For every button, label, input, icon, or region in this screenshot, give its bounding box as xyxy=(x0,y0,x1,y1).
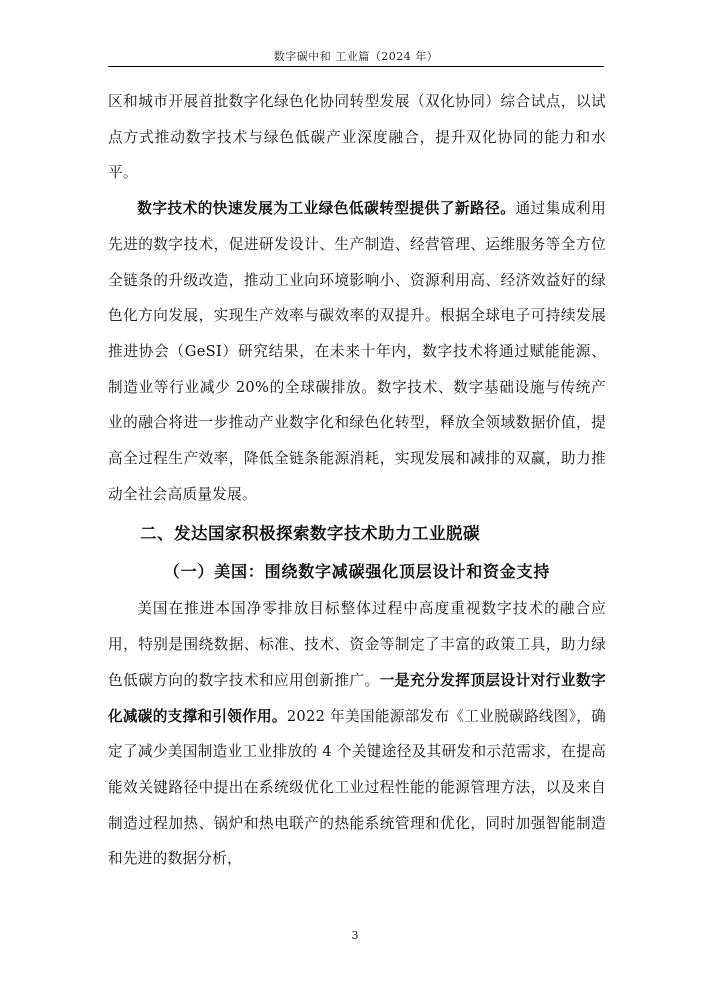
paragraph-lead-sentence: 数字技术的快速发展为工业绿色低碳转型提供了新路径。 xyxy=(137,200,516,218)
subsection-heading: （一）美国：围绕数字减碳强化顶层设计和资金支持 xyxy=(163,562,551,582)
header-rule xyxy=(108,66,604,67)
paragraph-body: 通过集成利用先进的数字技术，促进研发设计、生产制造、经营管理、运维服务等全方位全链条的升级改造，推动工业向环境影响小、资源利用高、经济效益好的绿色化方向发展，实现生产效率与碳效率的双提升。根据全球电子可持续发展推进协会（GeSI）研究结果，在未来十年内，数字技术将通过赋能能源、制造业等行业减少 20%的全球碳排放。数字技术、数字基础设施与传统产业的融合将进一步推动产业数字化和绿色化转型，释放全领域数据价值，提高全过程生产效率，降低全链条能源消耗，实现发展和减排的双赢，助力推动全社会高质量发展。 xyxy=(108,200,606,503)
paragraph-us xyxy=(108,591,606,877)
page-number: 3 xyxy=(351,929,359,942)
paragraph-continued: 区和城市开展首批数字化绿色化协同转型发展（双化协同）综合试点，以试点方式推动数字技术与绿色低碳产业深度融合，提升双化协同的能力和水平。 xyxy=(108,93,606,182)
page-body xyxy=(108,84,606,877)
paragraph-body: 美国在推进本国净零排放目标整体过程中高度重视数字技术的融合应用，特别是围绕数据、标准、技术、资金等制定了丰富的政策工具，助力绿色低碳方向的数字技术和应用创新推广。 xyxy=(108,600,606,689)
paragraph-body: 2022 年美国能源部发布《工业脱碳路线图》，确定了减少美国制造业工业排放的 4 个关键途径及其研发和示范需求，在提高能效关键路径中提出在系统级优化工业过程性能的能源管理方法，以及来自制造过程加热、锅炉和热电联产的热能系统管理和优化，同时加强智能制造和先进的数据分析， xyxy=(108,707,606,868)
section-heading: 二、发达国家积极探索数字技术助力工业脱碳 xyxy=(140,524,480,544)
running-header: 数字碳中和 工业篇（2024 年） xyxy=(273,50,439,63)
paragraph-digital-tech xyxy=(108,191,606,512)
paragraph-emphasis: 一是充分发挥顶层设计对行业数字化减碳的支撑和引领作用。 xyxy=(108,671,606,725)
